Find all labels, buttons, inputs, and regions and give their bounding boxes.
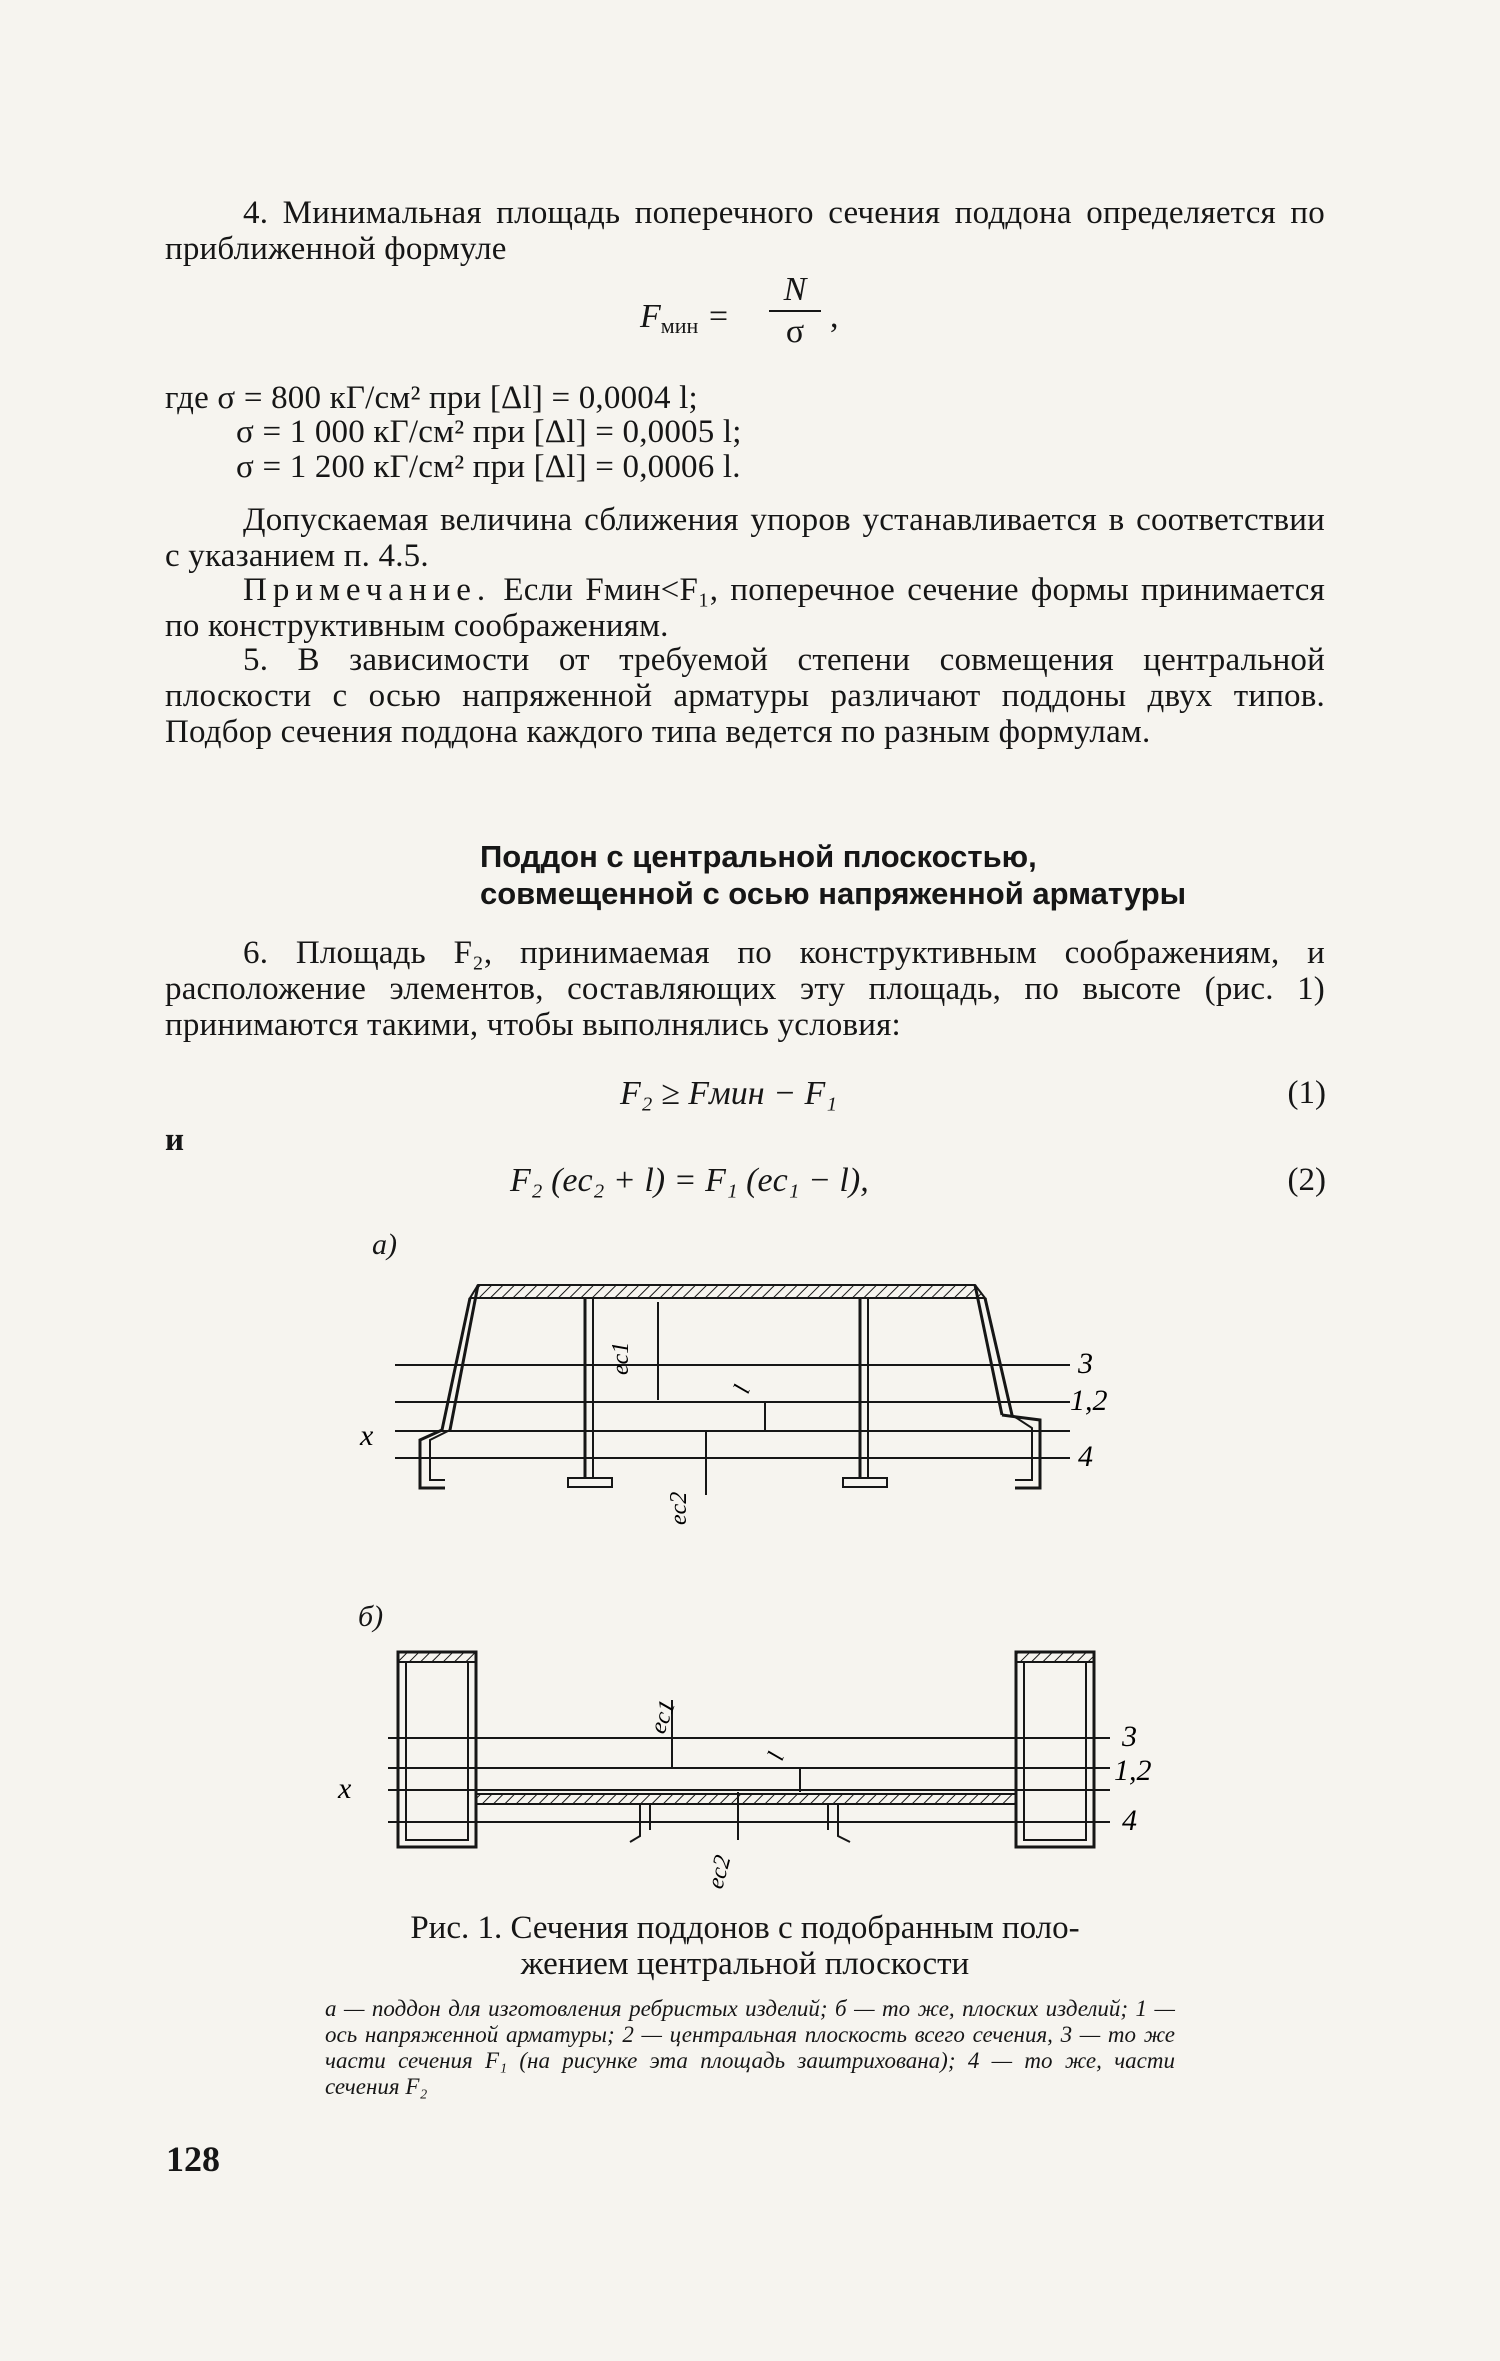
fig-b-ec2-label: ec2	[702, 1852, 737, 1892]
para5: 5. В зависимости от требуемой степени совмещения центральной плоскости с осью напряженной арматуры различают поддоны двух типов. Подбор сечения поддона каждого типа ведется по разным формулам.	[165, 642, 1325, 750]
page-number: 128	[166, 2139, 220, 2179]
fig-a-rib-right-foot	[843, 1478, 887, 1487]
and-word: и	[165, 1122, 185, 1158]
figure-label-b: б)	[358, 1600, 384, 1633]
fig-b-ec1-label: ec1	[645, 1696, 682, 1738]
fig-b-right-beam	[1016, 1652, 1094, 1847]
fig-a-top-plate	[470, 1285, 985, 1298]
formula-comma: ,	[830, 298, 839, 335]
equation-1: F₂ ≥ Fмин − F₁	[620, 1075, 838, 1112]
fig-b-l-label: l	[763, 1748, 790, 1765]
para6: 6. Площадь F₂, принимаемая по конструктивным соображениям, и расположение элементов, составляющих эту площадь, по высоте (рис. 1) принимаются такими, чтобы выполнялись условия:	[165, 935, 1325, 1043]
equation-1-number: (1)	[1287, 1075, 1326, 1111]
equation-2: F₂ (ec₂ + l) = F₁ (ec₁ − l),	[510, 1162, 869, 1199]
where-line-2: σ = 1 000 кГ/см² при [Δl] = 0,0005 l;	[236, 414, 742, 450]
note-text: Если Fмин<F₁, поперечное сечение формы принимается по конструктивным соображениям.	[165, 572, 1326, 644]
figure-b	[388, 1652, 1110, 1847]
figure-caption-legend: а — поддон для изготовления ребристых изделий; б — то же, плоских изделий; 1 — ось напряженной арматуры; 2 — центральная плоскость всего сечения, 3 — то же части сечения F₁ (на рисунке эта площадь заштрихована); 4 — то же, части сечения F₂	[325, 1996, 1175, 2099]
para4-intro: 4. Минимальная площадь поперечного сечения поддона определяется по приближенной формуле	[165, 195, 1325, 267]
fig-b-left-beam	[398, 1652, 476, 1847]
formula-numerator: N	[783, 271, 807, 308]
heading-line-1: Поддон с центральной плоскостью,	[480, 839, 1037, 874]
fig-a-label-3: 3	[1078, 1347, 1093, 1380]
heading-line-2: совмещенной с осью напряженной арматуры	[480, 876, 1187, 911]
fig-a-right-wall	[975, 1285, 1012, 1415]
para4-allow: Допускаемая величина сближения упоров устанавливается в соответствии с указанием п. 4.5.	[165, 502, 1325, 574]
fig-a-ec2-label: ec2	[666, 1491, 692, 1525]
fig-b-deck	[476, 1794, 1016, 1804]
fig-a-l-label: l	[729, 1381, 756, 1398]
fig-a-label-4: 4	[1078, 1440, 1093, 1473]
formula-lhs: F	[640, 298, 661, 335]
fig-a-axis-x: x	[360, 1419, 374, 1452]
where-line-1: где σ = 800 кГ/см² при [Δl] = 0,0004 l;	[165, 380, 698, 416]
formula-lhs-sub: мин	[660, 313, 699, 338]
caption-line-2: жением центральной плоскости	[520, 1946, 970, 1982]
note-label: Примечание.	[243, 572, 492, 608]
formula-denominator: σ	[785, 313, 805, 350]
fig-a-right-flange	[1002, 1415, 1040, 1488]
formula-fmin: $F_{мин}$ =	[640, 298, 730, 338]
where-line-3: σ = 1 200 кГ/см² при [Δl] = 0,0006 l.	[236, 449, 741, 485]
figure-caption-title	[165, 1910, 1325, 1982]
fig-a-label-12: 1,2	[1070, 1384, 1108, 1417]
fig-b-axis-x: x	[338, 1772, 352, 1805]
equation-2-number: (2)	[1287, 1162, 1326, 1198]
fig-b-label-12: 1,2	[1114, 1754, 1152, 1787]
fig-a-rib-left-foot	[568, 1478, 612, 1487]
fig-a-left-wall	[442, 1285, 478, 1430]
fig-b-label-3: 3	[1122, 1720, 1137, 1753]
caption-line-1: Рис. 1. Сечения поддонов с подобранным поло-	[410, 1910, 1080, 1946]
fig-b-label-4: 4	[1122, 1804, 1137, 1837]
figure-label-a: а)	[372, 1228, 397, 1261]
fig-a-ec1-label: ec1	[608, 1341, 634, 1375]
